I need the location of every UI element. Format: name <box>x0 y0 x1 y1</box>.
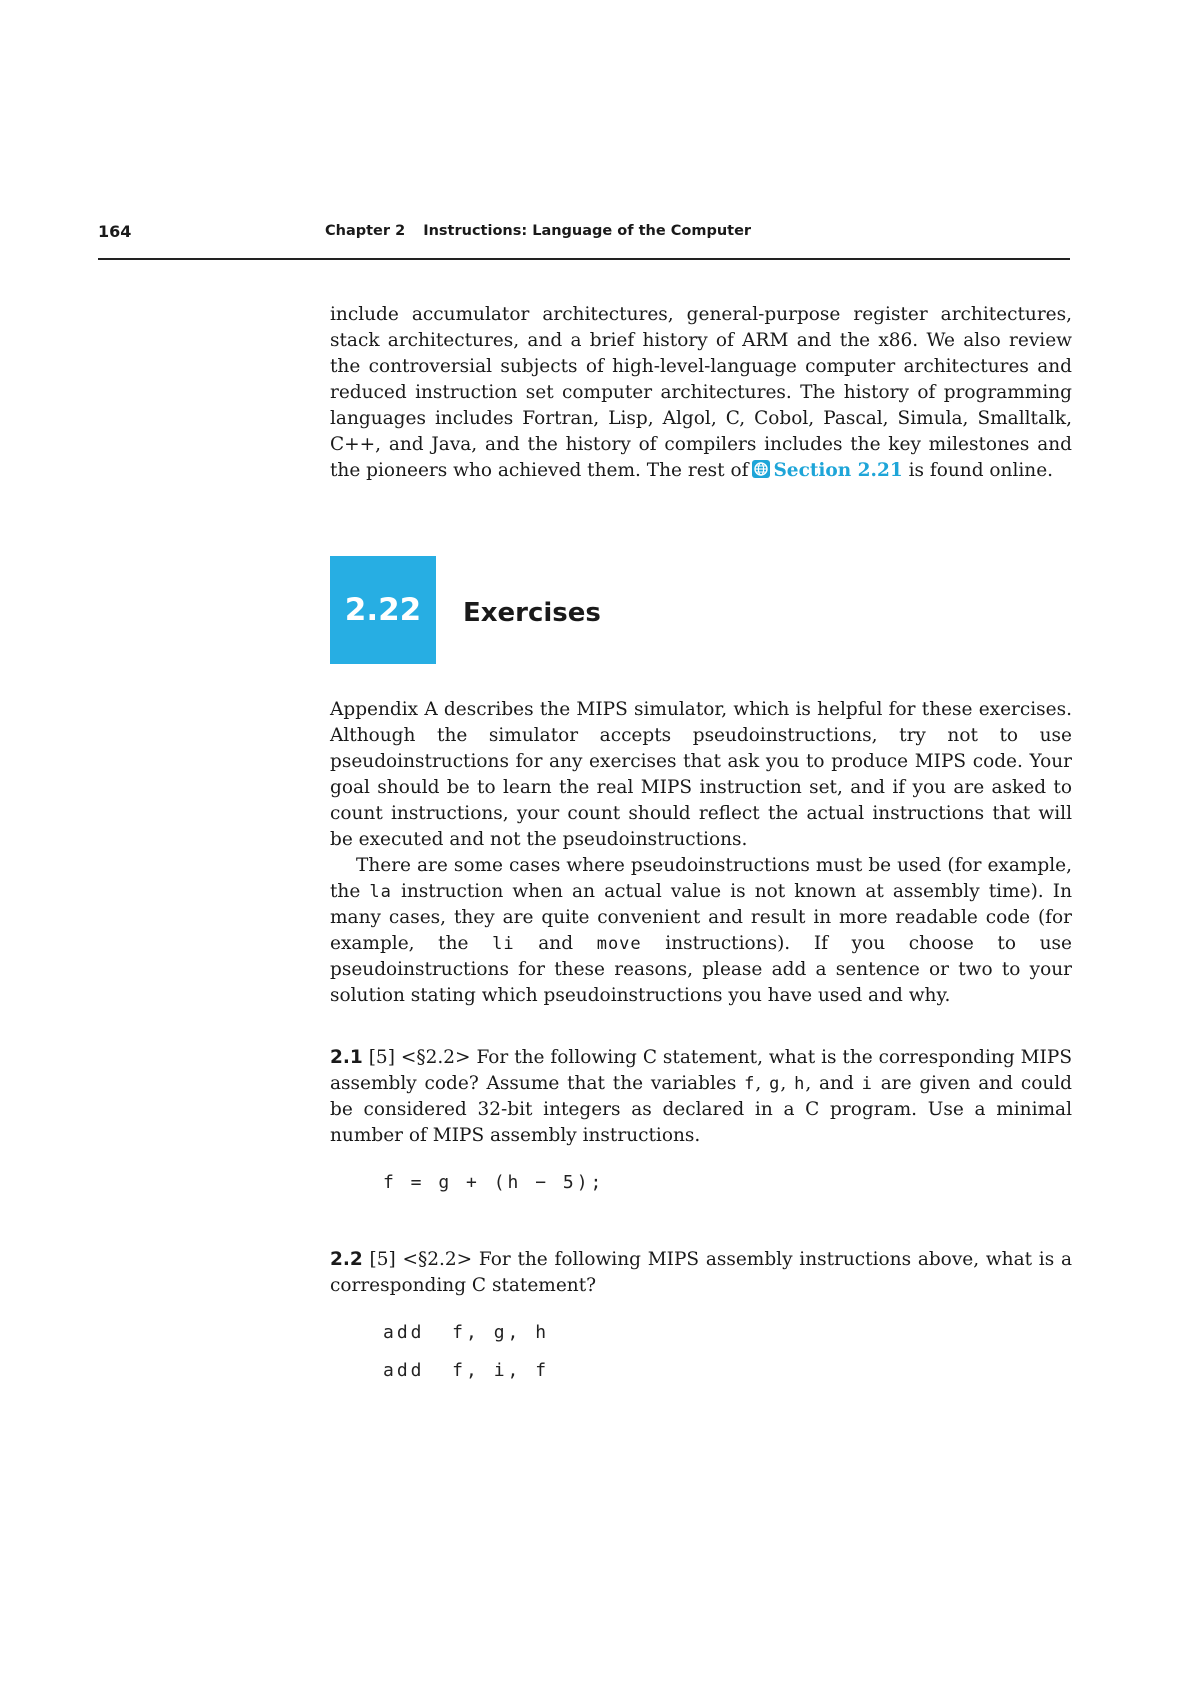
var-h: h <box>794 1074 806 1094</box>
section-number: 2.22 <box>344 592 422 628</box>
chapter-title: Instructions: Language of the Computer <box>423 223 752 239</box>
running-head <box>325 223 751 239</box>
intro-paragraph <box>330 302 1072 484</box>
intro-text-end: is found online. <box>902 460 1054 481</box>
exercises-paragraph-1: Appendix A describes the MIPS simulator, which is helpful for these exercises. Although the simulator accepts pseudoinstructions, try not to use pseudoinstructions for any exercises that ask you to produce MIPS code. Your goal should be to learn the real MIPS instruction set, and if you are asked to count instructions, your count should reflect the actual instructions that will be executed and not the pseudoinstructions. <box>330 699 1072 850</box>
section-number-box <box>330 556 436 664</box>
chapter-label: Chapter 2 <box>325 223 406 239</box>
code-li: li <box>492 934 515 954</box>
code-la: la <box>369 882 392 902</box>
exercise-number: 2.1 <box>330 1047 363 1068</box>
exercise-2-1: 2.1 [5] <§2.2> For the following C statement, what is the corresponding MIPS assembly code? Assume that the variables f, g, h, and i are given and could be considered 32-bit integers as declared in a C program. Use a minimal number of MIPS assembly instructions. <box>330 1047 1073 1146</box>
exercise-number: 2.2 <box>330 1249 363 1270</box>
code-move: move <box>596 934 642 954</box>
exercises-paragraph-2: There are some cases where pseudoinstructions must be used (for example, the la instruction when an actual value is not known at assembly time). In many cases, they are quite convenient and result in more readable code (for example, the li and move instructions). If you choose to use pseudoinstructions for these reasons, please add a sentence or two to your solution stating which pseudoinstructions you have used and why. <box>330 855 1072 1006</box>
code-line-1: add f, g, h <box>383 1322 550 1343</box>
var-f: f <box>744 1074 756 1094</box>
exercise-2-2: 2.2 [5] <§2.2> For the following MIPS assembly instructions above, what is a corresponding C statement? <box>330 1249 1072 1296</box>
var-g: g <box>769 1074 781 1094</box>
intro-text: include accumulator architectures, general-purpose register architectures, stack architectures, and a brief history of ARM and the x86. We also review the controversial subjects of high-level-language computer architectures and reduced instruction set computer architectures. The history of programming languages includes Fortran, Lisp, Algol, C, Cobol, Pascal, Simula, Smalltalk, C++, and Java, and the history of compilers includes the key milestones and the pioneers who achieved them. The rest of <box>330 304 1072 481</box>
page-header <box>98 222 1070 260</box>
code-line-2: add f, i, f <box>383 1360 550 1381</box>
exercises-intro <box>330 697 1072 1009</box>
section-title: Exercises <box>463 598 601 628</box>
page-number: 164 <box>98 222 132 241</box>
section-link[interactable]: Section 2.21 <box>773 460 903 481</box>
online-content-icon[interactable] <box>751 459 771 479</box>
var-i: i <box>861 1074 873 1094</box>
code-snippet-2-1: f = g + (h − 5); <box>383 1172 605 1193</box>
